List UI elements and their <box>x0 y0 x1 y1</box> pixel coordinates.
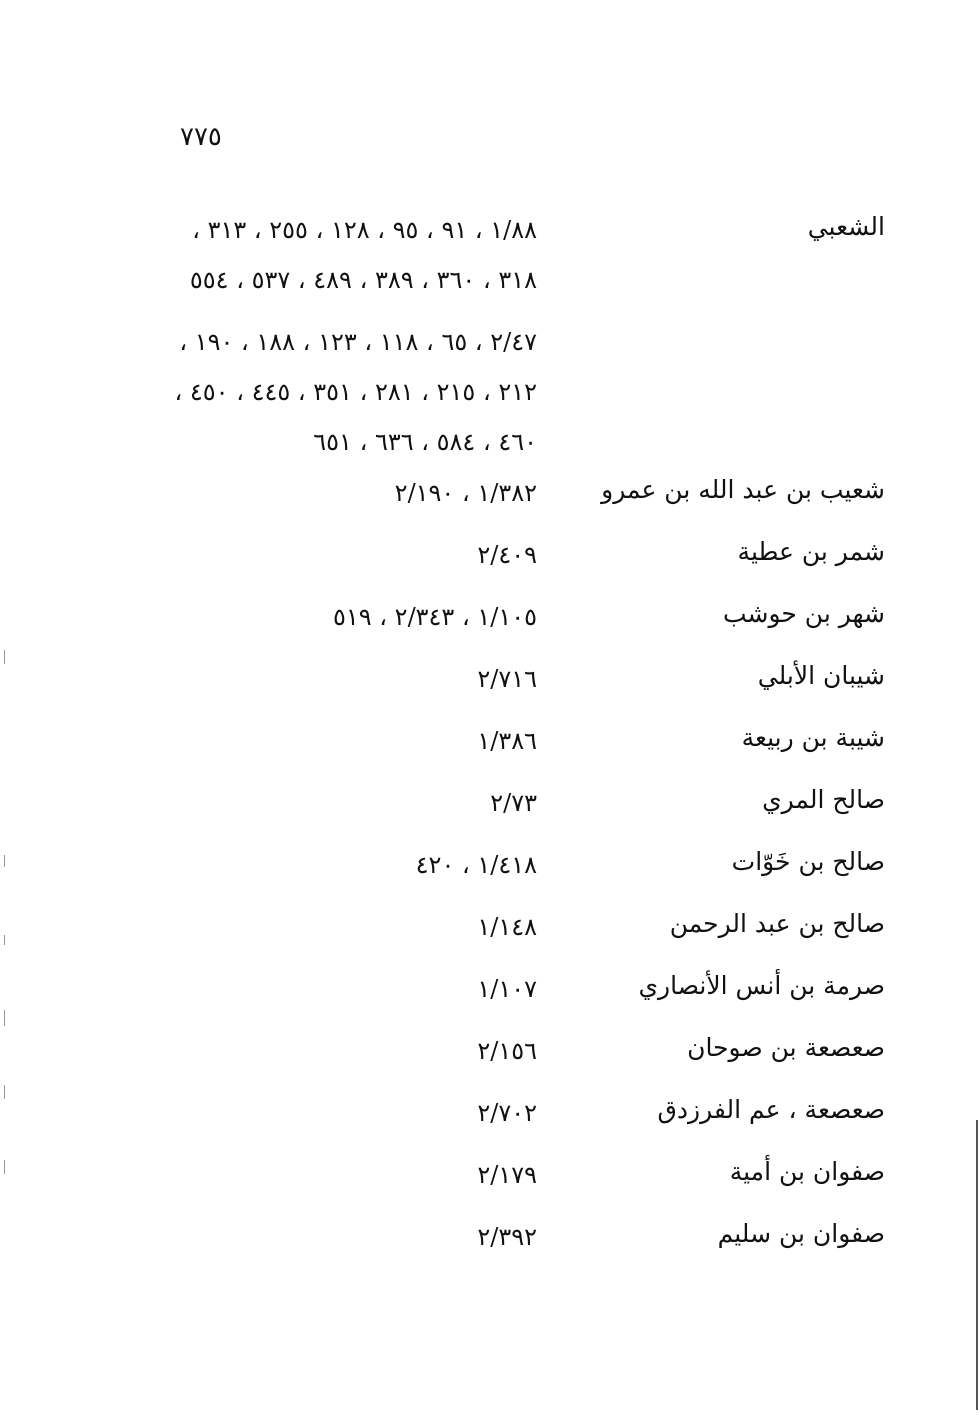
scan-edge-tick <box>4 1160 5 1174</box>
entry-name: شمر بن عطية <box>737 537 885 566</box>
reference-line: ٢/٧٣ <box>490 789 537 817</box>
entry-name: الشعبي <box>807 212 885 241</box>
reference-line: ١/٨٨ ، ٩١ ، ٩٥ ، ١٢٨ ، ٢٥٥ ، ٣١٣ ، <box>192 216 537 244</box>
reference-line: ٢/١٧٩ <box>477 1161 537 1189</box>
entry-name: صفوان بن أمية <box>729 1157 885 1186</box>
entry-name: شيبة بن ربيعة <box>741 723 885 752</box>
entry-references <box>137 205 537 467</box>
entry-name: صعصعة بن صوحان <box>687 1033 885 1062</box>
reference-line: ٢/٤٠٩ <box>477 541 537 569</box>
entry-references <box>137 1212 537 1262</box>
reference-line: ٢/٣٩٢ <box>477 1223 537 1251</box>
page-number: ٧٧٥ <box>180 122 222 152</box>
entry-name: صرمة بن أنس الأنصاري <box>638 971 885 1000</box>
entry-references <box>137 778 537 828</box>
entry-references <box>137 716 537 766</box>
entry-references <box>137 1026 537 1076</box>
entry-references <box>137 1088 537 1138</box>
reference-line: ١/٣٨٦ <box>477 727 537 755</box>
entry-references <box>137 840 537 890</box>
entry-references <box>137 654 537 704</box>
entry-references <box>137 592 537 642</box>
entry-references <box>137 468 537 518</box>
reference-line: ١/١٠٧ <box>477 975 537 1003</box>
entry-name: شعيب بن عبد الله بن عمرو <box>601 475 885 504</box>
entry-name: صعصعة ، عم الفرزدق <box>657 1095 885 1124</box>
entry-name: شهر بن حوشب <box>722 599 885 628</box>
scan-edge-tick <box>4 855 5 867</box>
entry-name: صالح المري <box>762 785 885 814</box>
entry-name: صالح بن خَوّات <box>731 847 885 876</box>
reference-line: ١/٣٨٢ ، ٢/١٩٠ <box>394 479 537 507</box>
scan-edge-mark <box>976 1120 978 1410</box>
entry-references <box>137 964 537 1014</box>
reference-line: ١/١٤٨ <box>477 913 537 941</box>
scan-edge-tick <box>4 1010 5 1026</box>
reference-line: ٢/٤٧ ، ٦٥ ، ١١٨ ، ١٢٣ ، ١٨٨ ، ١٩٠ ، <box>179 328 537 356</box>
reference-line: ٤٦٠ ، ٥٨٤ ، ٦٣٦ ، ٦٥١ <box>313 428 537 456</box>
volume-gap <box>137 305 537 317</box>
reference-line: ٢/١٥٦ <box>477 1037 537 1065</box>
entry-references <box>137 530 537 580</box>
scan-edge-tick <box>4 650 5 664</box>
entry-references <box>137 902 537 952</box>
entry-name: صفوان بن سليم <box>717 1219 885 1248</box>
reference-line: ٣١٨ ، ٣٦٠ ، ٣٨٩ ، ٤٨٩ ، ٥٣٧ ، ٥٥٤ <box>189 266 537 294</box>
scan-edge-tick <box>4 935 5 945</box>
reference-line: ٢/٧١٦ <box>477 665 537 693</box>
reference-line: ١/١٠٥ ، ٢/٣٤٣ ، ٥١٩ <box>332 603 537 631</box>
entry-name: صالح بن عبد الرحمن <box>669 909 885 938</box>
reference-line: ٢/٧٠٢ <box>477 1099 537 1127</box>
scan-edge-tick <box>4 1085 5 1099</box>
reference-line: ١/٤١٨ ، ٤٢٠ <box>415 851 537 879</box>
reference-line: ٢١٢ ، ٢١٥ ، ٢٨١ ، ٣٥١ ، ٤٤٥ ، ٤٥٠ ، <box>174 378 537 406</box>
entry-references <box>137 1150 537 1200</box>
entry-name: شيبان الأبلي <box>757 661 885 690</box>
